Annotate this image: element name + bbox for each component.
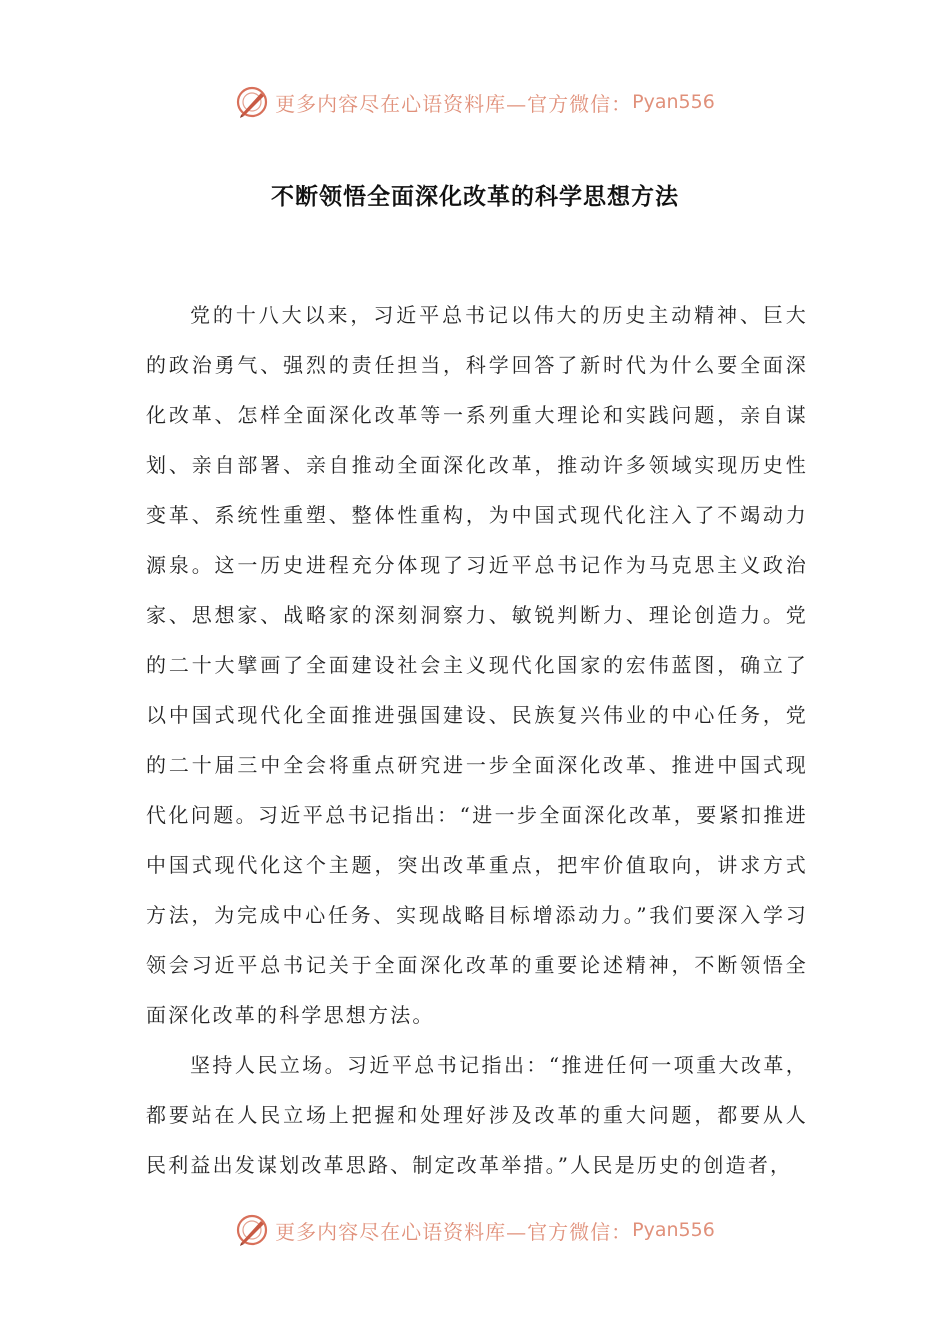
watermark-text: 更多内容尽在心语资料库—官方微信： [275, 1219, 633, 1244]
quill-logo-icon [235, 85, 269, 119]
watermark-wechat-id: Pyan556 [632, 91, 715, 113]
document-title: 不断领悟全面深化改革的科学思想方法 [271, 184, 679, 210]
watermark-text: 更多内容尽在心语资料库—官方微信： [275, 91, 633, 116]
document-body [146, 290, 808, 1190]
watermark-header [0, 82, 950, 122]
quill-logo-icon [235, 1213, 269, 1247]
paragraph: 坚持人民立场。习近平总书记指出：“推进任何一项重大改革，都要站在人民立场上把握和处理好涉及改革的重大问题，都要从人民利益出发谋划改革思路、制定改革举措。”人民是历史的创造者， [146, 1053, 808, 1177]
watermark-footer [0, 1210, 950, 1250]
paragraph: 党的十八大以来，习近平总书记以伟大的历史主动精神、巨大的政治勇气、强烈的责任担当，科学回答了新时代为什么要全面深化改革、怎样全面深化改革等一系列重大理论和实践问题，亲自谋划、亲自部署、亲自推动全面深化改革，推动许多领域实现历史性变革、系统性重塑、整体性重构，为中国式现代化注入了不竭动力源泉。这一历史进程充分体现了习近平总书记作为马克思主义政治家、思想家、战略家的深刻洞察力、敏锐判断力、理论创造力。党的二十大擘画了全面建设社会主义现代化国家的宏伟蓝图，确立了以中国式现代化全面推进强国建设、民族复兴伟业的中心任务，党的二十届三中全会将重点研究进一步全面深化改革、推进中国式现代化问题。习近平总书记指出：“进一步全面深化改革，要紧扣推进中国式现代化这个主题，突出改革重点，把牢价值取向，讲求方式方法，为完成中心任务、实现战略目标增添动力。”我们要深入学习领会习近平总书记关于全面深化改革的重要论述精神，不断领悟全面深化改革的科学思想方法。 [146, 303, 808, 1027]
watermark-wechat-id: Pyan556 [632, 1219, 715, 1241]
